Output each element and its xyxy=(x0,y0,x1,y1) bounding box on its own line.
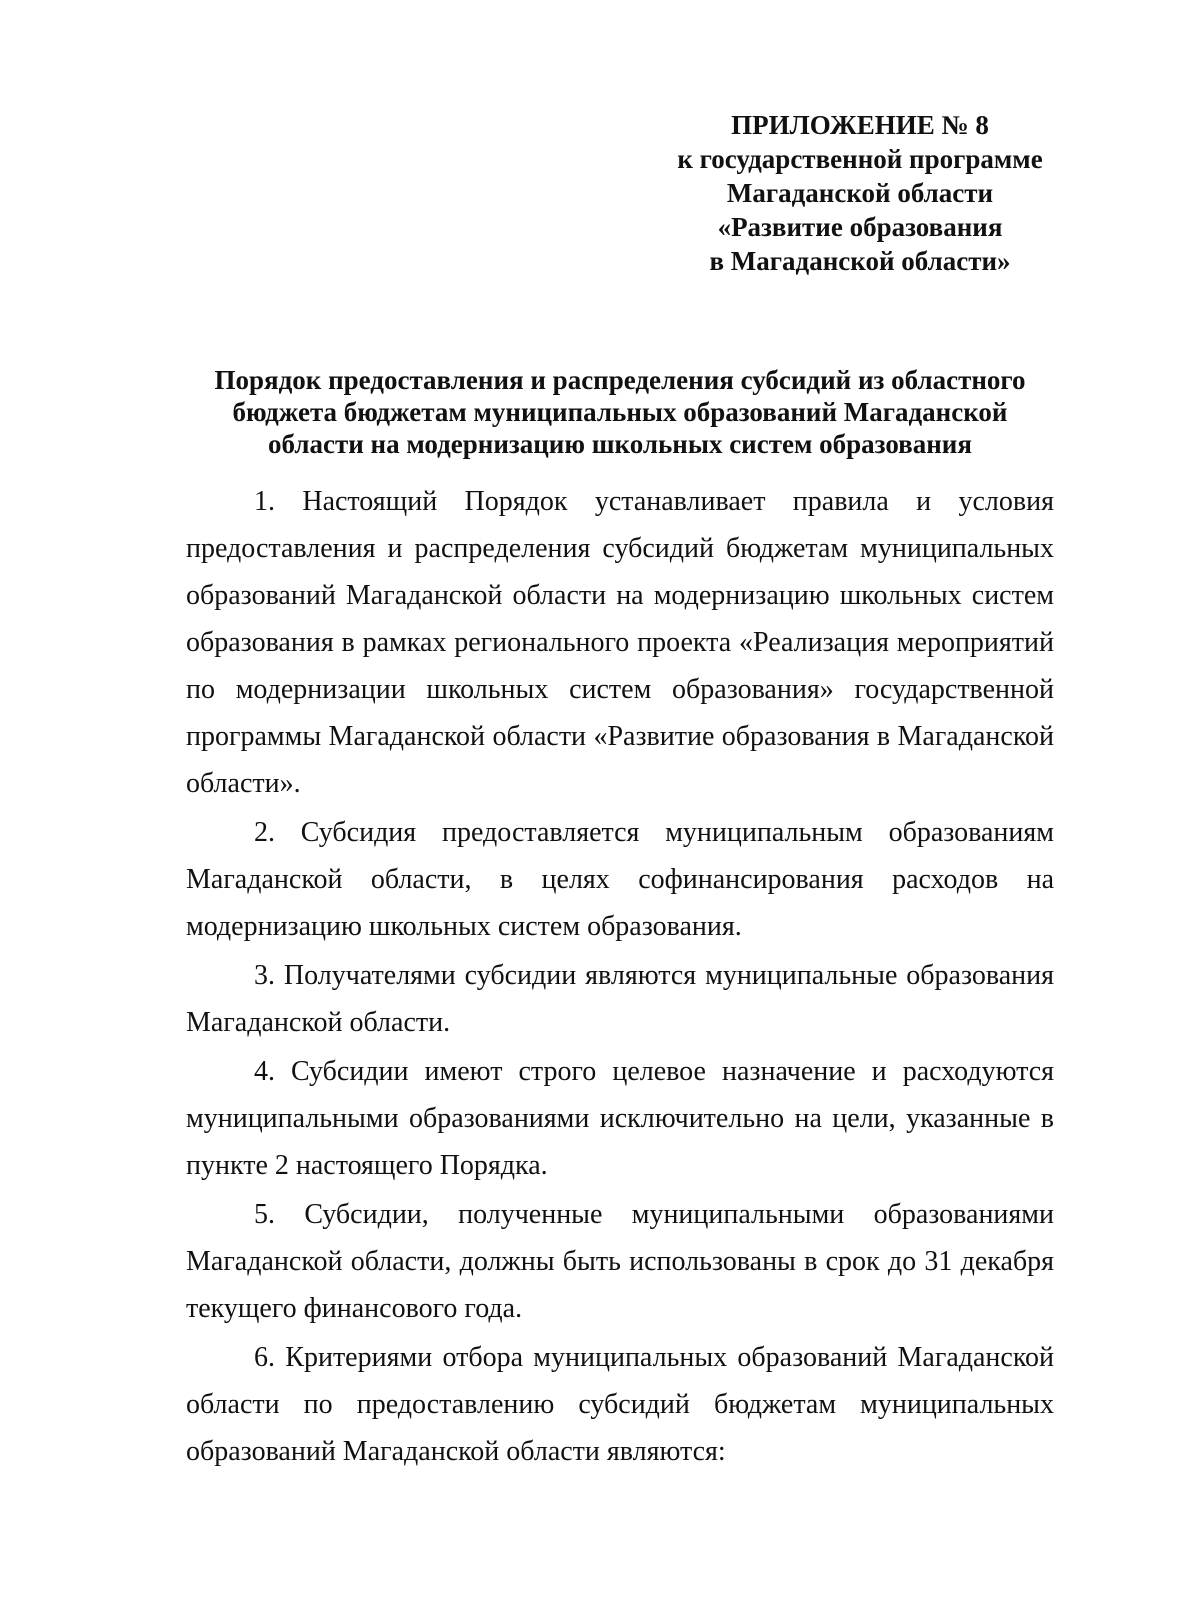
title-line: области на модернизацию школьных систем образования xyxy=(268,429,972,459)
paragraph-3: 3. Получателями субсидии являются муниципальные образования Магаданской области. xyxy=(186,960,1054,1038)
appendix-line: «Развитие образования xyxy=(717,212,1003,242)
appendix-line: Магаданской области xyxy=(726,178,994,208)
paragraph-2: 2. Субсидия предоставляется муниципальным образованиям Магаданской области, в целях софинансирования расходов на модернизацию школьных систем образования. xyxy=(186,817,1054,942)
appendix-header xyxy=(660,108,1060,278)
paragraph-6: 6. Критериями отбора муниципальных образований Магаданской области по предоставлению субсидий бюджетам муниципальных образований Магаданской области являются: xyxy=(186,1342,1054,1467)
appendix-number: ПРИЛОЖЕНИЕ № 8 xyxy=(731,110,989,140)
document-title xyxy=(160,364,1080,460)
paragraph-5: 5. Субсидии, полученные муниципальными образованиями Магаданской области, должны быть использованы в срок до 31 декабря текущего финансового года. xyxy=(186,1199,1054,1324)
title-line: бюджета бюджетам муниципальных образований Магаданской xyxy=(232,397,1008,427)
document-body xyxy=(186,478,1054,1475)
title-line: Порядок предоставления и распределения субсидий из областного xyxy=(214,365,1026,395)
paragraph-1: 1. Настоящий Порядок устанавливает правила и условия предоставления и распределения субсидий бюджетам муниципальных образований Магаданской области на модернизацию школьных систем образования в рамках регионального проекта «Реализация мероприятий по модернизации школьных систем образования» государственной программы Магаданской области «Развитие образования в Магаданской области». xyxy=(186,486,1054,799)
paragraph-4: 4. Субсидии имеют строго целевое назначение и расходуются муниципальными образованиями исключительно на цели, указанные в пункте 2 настоящего Порядка. xyxy=(186,1056,1054,1181)
appendix-line: в Магаданской области» xyxy=(709,246,1011,276)
appendix-line: к государственной программе xyxy=(677,144,1043,174)
